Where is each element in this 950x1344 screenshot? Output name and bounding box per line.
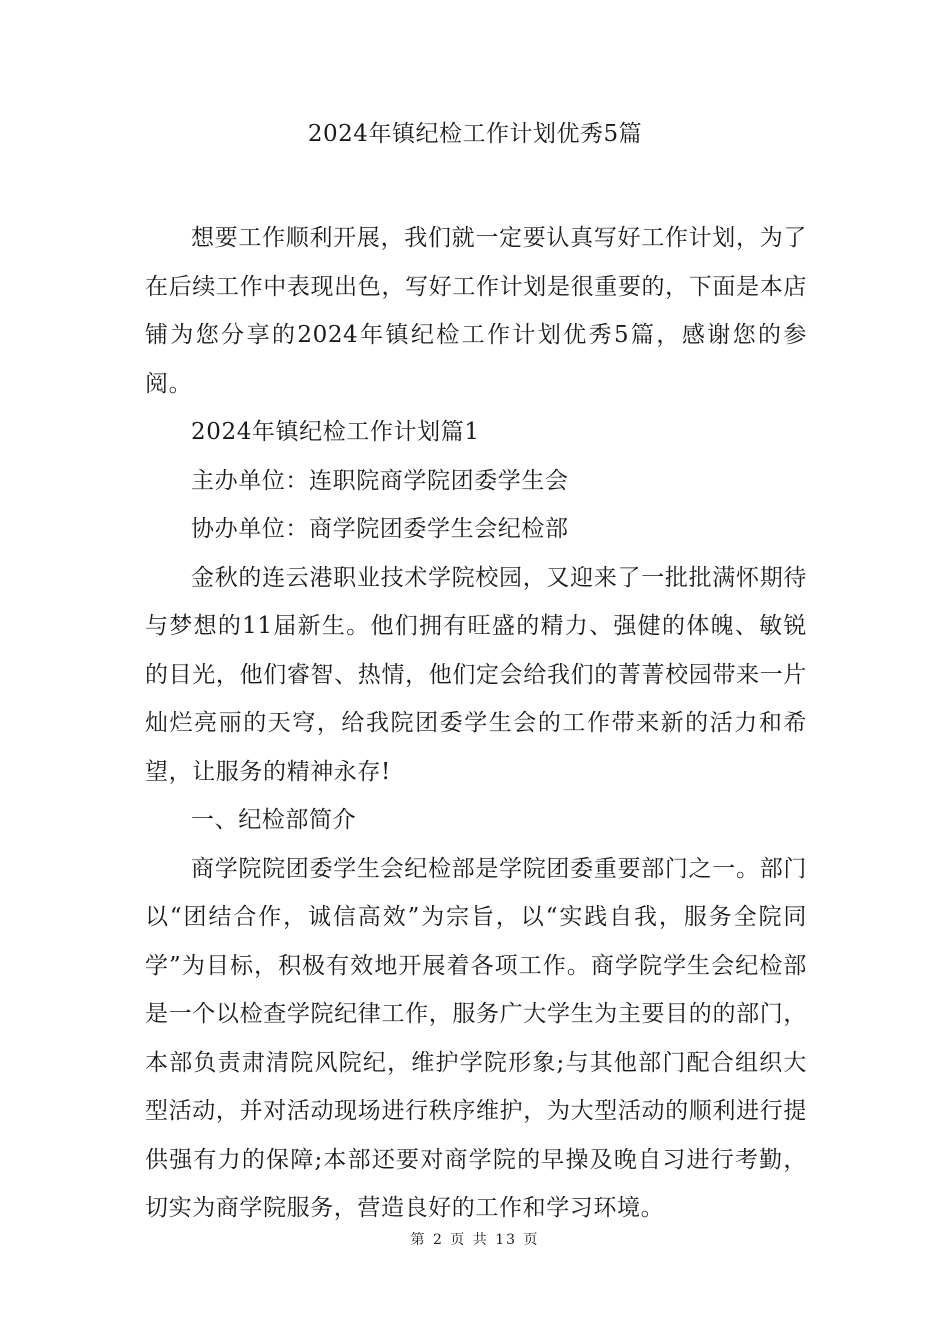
document-body — [145, 214, 807, 1233]
section-heading: 2024年镇纪检工作计划篇1 — [191, 419, 480, 445]
document-title: 2024年镇纪检工作计划优秀5篇 — [307, 121, 643, 147]
body-paragraph: 金秋的连云港职业技术学院校园，又迎来了一批批满怀期待与梦想的11届新生。他们拥有旺盛的精力、强健的体魄、敏锐的目光，他们睿智、热情，他们定会给我们的菁菁校园带来一片灿烂亮丽的天穹，给我院团委学生会的工作带来新的活力和希望，让服务的精神永存! — [145, 564, 807, 785]
body-paragraph: 商学院院团委学生会纪检部是学院团委重要部门之一。部门以“团结合作，诚信高效”为宗旨，以“实践自我，服务全院同学”为目标，积极有效地开展着各项工作。商学院学生会纪检部是一个以检查学院纪律工作，服务广大学生为主要目的的部门，本部负责肃清院风院纪，维护学院形象;与其他部门配合组织大型活动，并对活动现场进行秩序维护，为大型活动的顺利进行提供强有力的保障;本部还要对商学院的早操及晚自习进行考勤，切实为商学院服务，营造良好的工作和学习环境。 — [145, 855, 807, 1221]
page-footer: 第 2 页 共 13 页 — [410, 1232, 540, 1248]
host-unit-line: 主办单位：连职院商学院团委学生会 — [191, 467, 569, 494]
intro-paragraph: 想要工作顺利开展，我们就一定要认真写好工作计划，为了在后续工作中表现出色，写好工作计划是很重要的，下面是本店铺为您分享的2024年镇纪检工作计划优秀5篇，感谢您的参阅。 — [145, 225, 807, 397]
co-host-unit-line: 协办单位：商学院团委学生会纪检部 — [191, 516, 569, 542]
subsection-heading: 一、纪检部简介 — [191, 807, 357, 833]
